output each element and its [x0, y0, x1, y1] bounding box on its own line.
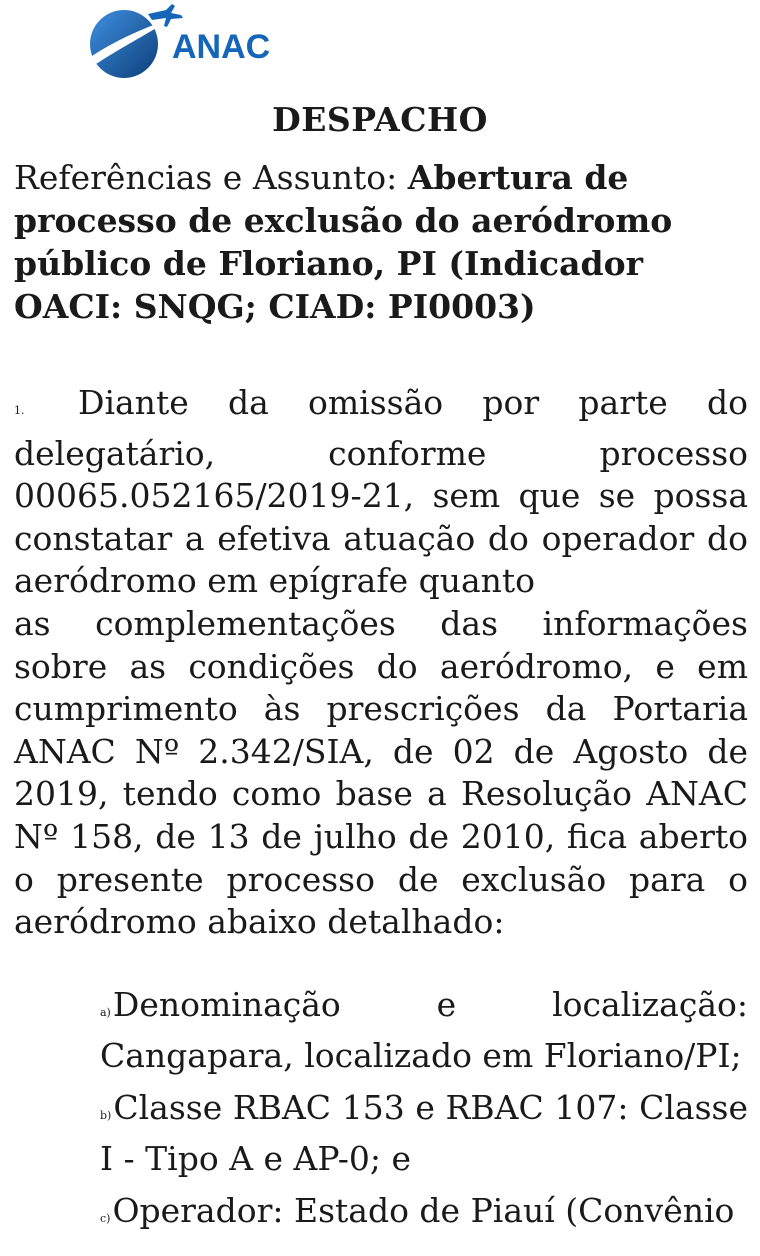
paragraph-number: 1.: [14, 404, 25, 417]
references-label: Referências e Assunto:: [14, 158, 408, 197]
paragraph-1: [14, 382, 748, 944]
document-title: DESPACHO: [272, 100, 488, 139]
list-item: [100, 1087, 748, 1180]
anac-logo-mark: [86, 4, 306, 82]
paragraph-1-part1: [14, 382, 748, 603]
item-letter: b): [100, 1109, 112, 1123]
item-text: Operador: Estado de Piauí (Convênio: [112, 1191, 735, 1231]
item-letter: a): [100, 1006, 111, 1019]
list-item: [100, 1190, 748, 1241]
subject-text: Abertura de processo de exclusão do aeródromo público de Floriano, PI (Indicador OACI: SNQG; CIAD: PI0003): [14, 158, 673, 326]
list-item: [100, 984, 748, 1077]
paragraph-1-text-part1: Diante da omissão por parte do delegatário, conforme processo 00065.052165/2019-21, sem que se possa constatar a efetiva atuação do operador do aeródromo em epígrafe quanto: [14, 383, 748, 601]
paragraph-1-text-part2: as complementações das informações sobre as condições do aeródromo, e em cumprimento às prescrições da Portaria ANAC Nº 2.342/SIA, de 02 de Agosto de 2019, tendo como base a Resolução ANAC Nº 158, de 13 de julho de 2010, fica aberto o presente processo de exclusão para o aeródromo abaixo detalhado:: [14, 603, 748, 942]
anac-logo: [86, 4, 306, 82]
references-subject: [14, 156, 748, 328]
item-text: Denominação e localização: Cangapara, localizado em Floriano/PI;: [100, 985, 748, 1075]
item-letter: c): [100, 1212, 111, 1226]
item-text: Classe RBAC 153 e RBAC 107: Classe I - Tipo A e AP-0; e: [100, 1088, 748, 1178]
paragraph-1-part2: [14, 603, 748, 944]
item-list: [100, 984, 748, 1251]
svg-text:ANAC: ANAC: [172, 28, 271, 66]
